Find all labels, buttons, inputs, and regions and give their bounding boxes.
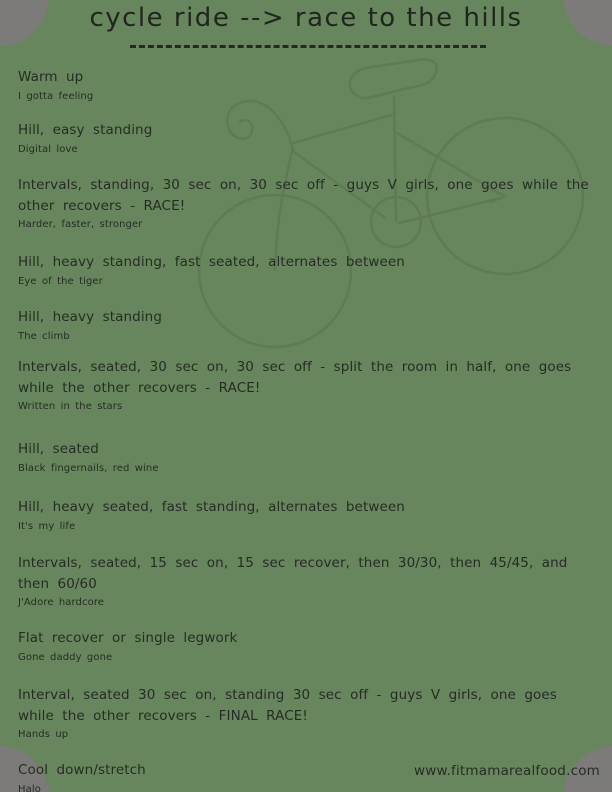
- workout-step: Hill, heavy standing, fast seated, alternates between: [18, 254, 405, 270]
- workout-song: Written in the stars: [18, 401, 123, 412]
- workout-item: [18, 439, 590, 474]
- workout-item: [18, 628, 590, 663]
- workout-step: Hill, heavy standing: [18, 309, 162, 325]
- workout-item: [18, 553, 590, 608]
- workout-step: Intervals, seated, 30 sec on, 30 sec off - split the room in half, one goes while the other recovers - RACE!: [18, 359, 572, 396]
- workout-step: Warm up: [18, 69, 84, 85]
- workout-step: Intervals, standing, 30 sec on, 30 sec off - guys V girls, one goes while the other recovers - RACE!: [18, 177, 589, 214]
- workout-song: Halo: [18, 783, 41, 792]
- workout-item: [18, 357, 590, 412]
- workout-song: Digital love: [18, 143, 78, 155]
- workout-step: Hill, heavy seated, fast standing, alternates between: [18, 499, 405, 515]
- workout-step: Intervals, seated, 15 sec on, 15 sec recover, then 30/30, then 45/45, and then 60/60: [18, 555, 568, 592]
- workout-song: The climb: [18, 330, 70, 342]
- workout-song: It's my life: [18, 520, 76, 532]
- workout-step: Interval, seated 30 sec on, standing 30 sec off - guys V girls, one goes while the other recovers - FINAL RACE!: [18, 687, 557, 724]
- workout-song: Black fingernails, red wine: [18, 462, 159, 474]
- workout-song: Gone daddy gone: [18, 651, 113, 663]
- workout-item: [18, 497, 590, 532]
- workout-item: [18, 67, 590, 102]
- workout-song: J'Adore hardcore: [18, 597, 105, 608]
- workout-step: Hill, easy standing: [18, 122, 153, 138]
- workout-item: [18, 120, 590, 155]
- website-url: www.fitmamarealfood.com: [414, 763, 600, 779]
- page-title: cycle ride --> race to the hills: [89, 3, 523, 33]
- workout-item: [18, 252, 590, 287]
- workout-song: Harder, faster, stronger: [18, 219, 143, 230]
- workout-step: Flat recover or single legwork: [18, 630, 238, 646]
- workout-step: Hill, seated: [18, 441, 99, 457]
- workout-item: [18, 307, 590, 342]
- workout-item: [18, 685, 590, 740]
- workout-song: Hands up: [18, 729, 69, 740]
- workout-song: Eye of the tiger: [18, 275, 103, 287]
- workout-step: Cool down/stretch: [18, 762, 146, 778]
- workout-song: I gotta feeling: [18, 90, 94, 102]
- workout-item: [18, 175, 590, 230]
